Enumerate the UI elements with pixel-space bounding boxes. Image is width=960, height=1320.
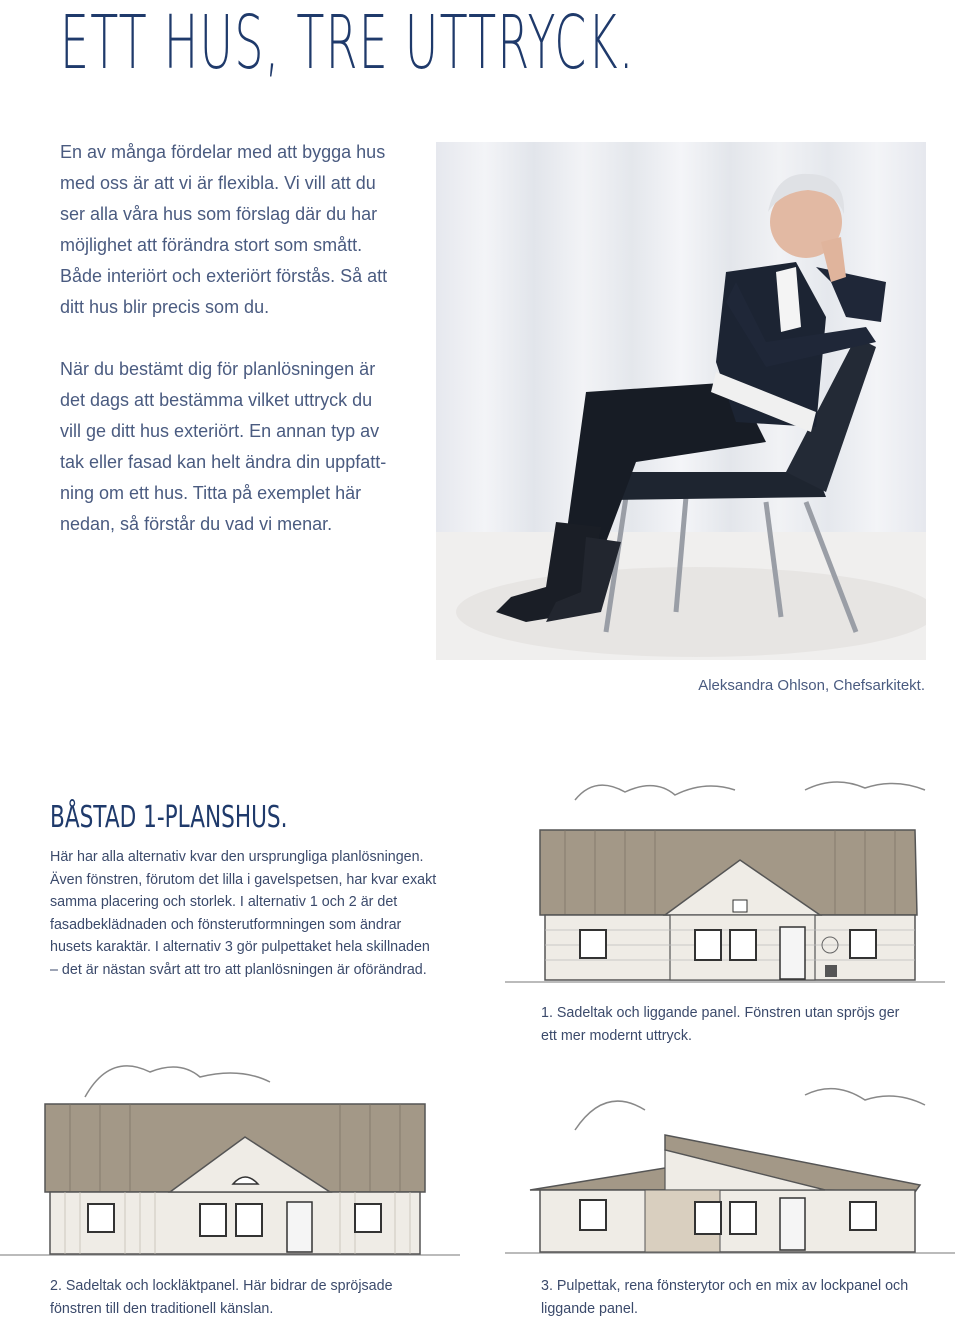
intro-paragraph-2: När du bestämt dig för planlösningen är det dags att bestämma vilket uttryck du vill ge ditt hus exteriört. En annan typ av tak eller fasad kan helt ändra din uppfatt- ning om ett hus. Titta på exemplet här nedan, så förstår du vad vi menar. [60,359,387,534]
architect-portrait-illustration [436,142,926,660]
intro-paragraph-1: En av många fördelar med att bygga hus med oss är att vi är flexibla. Vi vill att du ser alla våra hus som förslag där du har möjlighet att förändra stort som smått. Både interiört och exteriört förstås. Så att ditt hus blir precis som du. [60,142,388,317]
caption-alternative-1: 1. Sadeltak och liggande panel. Fönstren utan spröjs ger ett mer modernt uttryck. [541,1005,900,1044]
house-sketch-alternative-2 [0,1052,460,1262]
photo-caption: Aleksandra Ohlson, Chefsarkitekt. [698,677,925,694]
page-title: ETT HUS, TRE UTTRYCK. [60,0,635,86]
door [287,1202,312,1252]
door [780,1198,805,1250]
chair-seat [611,472,826,500]
house-sketch-alternative-1 [505,770,955,990]
architect-photo [436,142,926,660]
door [780,927,805,979]
house-sketch-alternative-3 [505,1080,955,1260]
intro-text [60,137,410,540]
caption-alternative-2: 2. Sadeltak och lockläktpanel. Här bidrar de spröjsade fönstren till den traditionell känslan. [50,1278,393,1317]
section-body: Här har alla alternativ kvar den ursprungliga planlösningen. Även fönstren, förutom det lilla i gavelspetsen, har kvar exakt samma placering och storlek. I alternativ 1 och 2 är det fasadbeklädnaden och fönsterutformningen som ändrar husets karaktär. I alternativ 3 gör pulpettaket hela skillnaden – det är nästan svårt att tro att planlösningen är oförändrad. [50,849,437,978]
caption-alternative-3: 3. Pulpettak, rena fönsterytor och en mix av lockpanel och liggande panel. [541,1278,909,1317]
section-heading: BÅSTAD 1-PLANSHUS. [50,800,288,835]
